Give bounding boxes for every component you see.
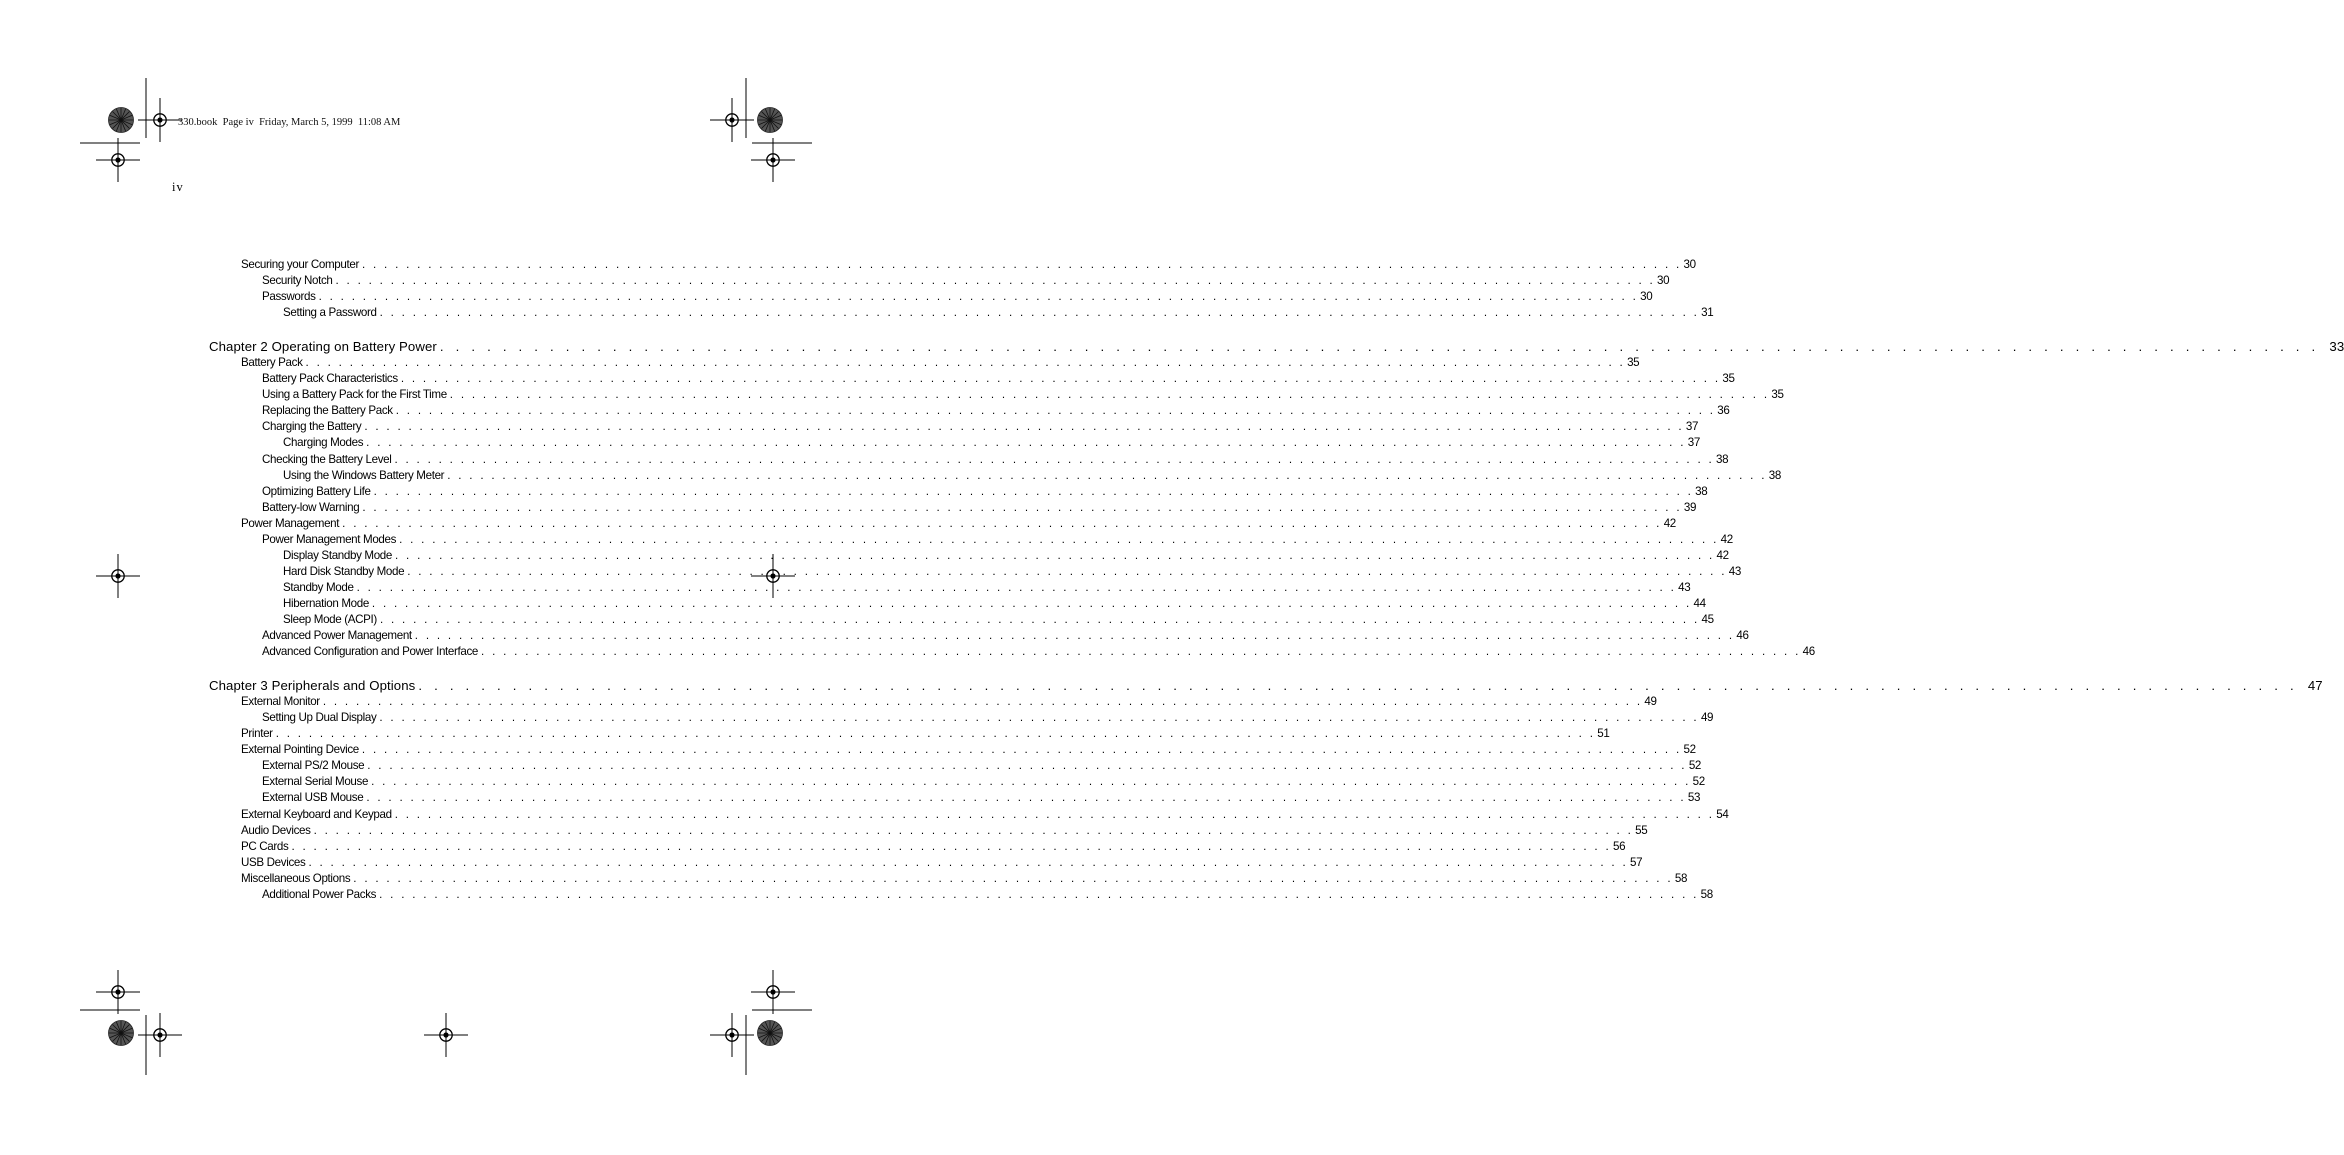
toc-entry-title: Hard Disk Standby Mode xyxy=(283,564,405,578)
page-number: iv xyxy=(172,180,184,194)
toc-entry[interactable] xyxy=(262,452,1729,466)
toc-entry-title: Battery Pack xyxy=(241,356,303,370)
toc-entry[interactable] xyxy=(262,791,1701,805)
toc-entry-page: 54 xyxy=(1716,807,1729,821)
toc-entry-page: 35 xyxy=(1627,356,1640,370)
toc-entry-page: 30 xyxy=(1657,274,1670,288)
toc-entry[interactable] xyxy=(283,548,1729,562)
toc-entry-title: External Serial Mouse xyxy=(262,775,369,789)
toc-entry[interactable] xyxy=(262,887,1713,901)
toc-entry[interactable] xyxy=(241,258,1696,271)
star-target-icon xyxy=(758,1021,783,1046)
toc-entry-title: Battery Pack Characteristics xyxy=(262,372,398,386)
registration-mark-icon xyxy=(96,138,140,182)
registration-mark-icon xyxy=(710,98,754,142)
toc-entry[interactable] xyxy=(262,484,1708,498)
toc-entry-page: 37 xyxy=(1685,420,1699,434)
dot-leader: . . . . . . . . . . . . . . . . . . . . . . . . . . . . . . . . . . . . . . . . . . . . . . . . . . . . . . . . . . . . . . . . . . . . . . . . . . . . . . . . . . . . . . . . . . . . . . . . . . . . . . . . . . . . . . . . . . . . . . . . xyxy=(366,436,1686,450)
toc-entry-title: External PS/2 Mouse xyxy=(262,759,365,773)
toc-entry-page: 42 xyxy=(1720,532,1733,546)
toc-entry-title: Advanced Configuration and Power Interface xyxy=(262,645,479,659)
toc-entry-page: 52 xyxy=(1692,775,1705,789)
dot-leader: . . . . . . . . . . . . . . . . . . . . . . . . . . . . . . . . . . . . . . . . . . . . . . . . . . . . . . . . . . . . . . . . . . . . . . . . . . . . . . . . . . . . . . . . . . . . . . . . . . . . . . . . . . . . . . . . . . . . . . . . xyxy=(322,695,1643,709)
toc-entry-page: 52 xyxy=(1688,759,1702,773)
toc-entry-page: 30 xyxy=(1640,290,1653,304)
toc-entry-page: 47 xyxy=(2307,678,2323,694)
star-target-icon xyxy=(758,108,783,133)
dot-leader: . . . . . . . . . . . . . . . . . . . . . . . . . . . . . . . . . . . . . . . . . . . . . . . . . . . . . . . . . . . . . . . . . . . . . . . . . . . . . . . . . . . . . . . . . . . . . . . . . . . . . . . . . . . . . . . . . . . . . . . . xyxy=(394,452,1715,466)
toc-entry[interactable] xyxy=(241,516,1676,530)
toc-entry-title: Setting a Password xyxy=(283,306,377,320)
dot-leader: . . . . . . . . . . . . . . . . . . . . . . . . . . . . . . . . . . . . . . . . . . . . . . . . . . . . . . . . . . . . . . . . . . . . . . . . . . . . . . . . . . . . . . . . . . . . . . . . . . . . . . . . . . . . . . . . . . . . . . . . xyxy=(356,580,1677,594)
toc-entry-page: 52 xyxy=(1683,743,1696,757)
toc-entry-title: Optimizing Battery Life xyxy=(262,484,371,498)
toc-entry-title: Power Management xyxy=(241,516,340,530)
toc-entry[interactable] xyxy=(262,775,1705,789)
toc-entry[interactable] xyxy=(262,404,1730,418)
toc-entry[interactable] xyxy=(283,306,1714,320)
toc-entry-title: External Keyboard and Keypad xyxy=(241,807,392,821)
slug-line: 330.book Page iv Friday, March 5, 1999 11:08 AM xyxy=(178,117,401,128)
toc-entry-title: Security Notch xyxy=(262,274,333,288)
toc-entry[interactable] xyxy=(262,420,1699,434)
toc-entry[interactable] xyxy=(283,613,1714,626)
dot-leader: . . . . . . . . . . . . . . . . . . . . . . . . . . . . . . . . . . . . . . . . . . . . . . . . . . . . . . . . . . . . . . . . . . . . . . . . . . . . . . . . . . . . . . . . . . . . . . . . . . . . . . . . . . . . . . . . . . . . . . . . xyxy=(318,290,1639,304)
toc-entry-title: Passwords xyxy=(262,290,316,304)
toc-entry-title: Miscellaneous Options xyxy=(241,871,351,885)
registration-mark-icon xyxy=(96,554,140,598)
toc-entry-page: 33 xyxy=(2329,339,2344,355)
toc-entry-page: 43 xyxy=(1678,580,1691,594)
dot-leader: . . . . . . . . . . . . . . . . . . . . . . . . . . . . . . . . . . . . . . . . . . . . . . . . . . . . . . . . . . . . . . . . . . . . . . . . . . . . . . . . . . . . . . . . . . . . . . . . . . . . . . . . . . . . . . . . . . . . . . . . xyxy=(366,791,1686,805)
toc-entry-title: Display Standby Mode xyxy=(283,548,392,562)
dot-leader: . . . . . . . . . . . . . . . . . . . . . . . . . . . . . . . . . . . . . . . . . . . . . . . . . . . . . . . . . . . . . . . . . . . . . . . . . . . . . . . . . . . . . . . . . . . . . . . . . . . . . . . . . . . . . . . . . . . . . . . . xyxy=(400,372,1721,386)
toc-entry-title: Chapter 3 Peripherals and Options xyxy=(209,678,416,694)
dot-leader: . . . . . . . . . . . . . . . . . . . . . . . . . . . . . . . . . . . . . . . . . . . . . . . . . . . . . . . . . . . . . . . . . . . . . . . . . . . . . . . . . . . . . . . . . . . . . . . . . . . . . . . . . . . . . . . . . . . . . . . . xyxy=(379,306,1700,320)
registration-mark-icon xyxy=(138,1013,182,1057)
toc-entry-page: 53 xyxy=(1687,791,1701,805)
toc-entry-title: Chapter 2 Operating on Battery Power xyxy=(209,339,437,355)
toc-chapter-entry[interactable] xyxy=(209,339,2344,355)
toc-entry-page: 35 xyxy=(1771,388,1784,402)
dot-leader: . . . . . . . . . . . . . . . . . . . . . . . . . . . . . . . . . . . . . . . . . . . . . . . . . . . . . . . . . . . . . . . . . . . . . . . . . . . . . . . . . . . . . . . . . . . . . . . . . . . . . . . . . . . . . . . . . . . . . . . . xyxy=(379,711,1699,725)
star-target-icon xyxy=(109,1021,134,1046)
dot-leader: . . . . . . . . . . . . . . . . . . . . . . . . . . . . . . . . . . . . . . . . . . . . . . . . . . . . . . . . . . . . . . . . . . . . . . . . . . . . . . . . . . . . . . . . . . . . . . . . . . . . . . . . . . . . . . . . . . . . . . . . xyxy=(379,613,1700,626)
dot-leader: . . . . . . . . . . . . . . . . . . . . . . . . . . . . . . . . . . . . . . . . . . . . . . . . . . . . . . . . . . . . . . . . . . . . . . . . . . . . . . . . . . . . . . . . . . . . . . . . . . . . . . . . . . . . . . . . . . . . . . . . xyxy=(399,532,1719,546)
dot-leader: . . . . . . . . . . . . . . . . . . . . . . . . . . . . . . . . . . . . . . . . . . . . . . . . . . . . . . . . . . . . . . . . . . . . . . . . . . . . . . . . . . . . . . . . . . . . . . . . . . . . . . . . . . . . . . . . . . . . . . . . xyxy=(414,629,1735,643)
dot-leader: . . . . . . . . . . . . . . . . . . . . . . . . . . . . . . . . . . . . . . . . . . . . . . . . . . . . . . . . . . . . . . . . . . . . . . . . . . . . . . . . . . . . . . . . . . . . . . . . . . . . . . . . . . . . . . . . . . . . . . . . xyxy=(379,887,1699,901)
toc-entry-page: 36 xyxy=(1717,404,1730,418)
toc-entry-page: 49 xyxy=(1644,695,1657,709)
dot-leader: . . . . . . . . . . . . . . . . . . . . . . . . . . . . . . . . . . . . . . . . . . . . . . . . . . . . . . . . . . . . . . . . . . . . . . . . . . . . . . . . . . . . . . . . . . . . . . . . . . . . . . . . . . . . . . . . . . . . . . . . xyxy=(439,339,2320,355)
toc-entry-page: 38 xyxy=(1695,484,1708,498)
toc-entry[interactable] xyxy=(241,823,1648,837)
toc-entry-page: 43 xyxy=(1728,564,1741,578)
toc-entry-page: 56 xyxy=(1613,839,1626,853)
dot-leader: . . . . . . . . . . . . . . . . . . . . . . . . . . . . . . . . . . . . . . . . . . . . . . . . . . . . . . . . . . . . . . . . . . . . . . . . . . . . . . . . . . . . . . . . . . . . . . . . . . . . . . . . . . . . . . . . . . . . . . . . xyxy=(305,356,1626,370)
dot-leader: . . . . . . . . . . . . . . . . . . . . . . . . . . . . . . . . . . . . . . . . . . . . . . . . . . . . . . . . . . . . . . . . . . . . . . . . . . . . . . . . . . . . . . . . . . . . . . . . . . . . . . . . . . . . . . . . . . . . . . . . xyxy=(371,775,1691,789)
toc-chapter-entry[interactable] xyxy=(209,678,2323,694)
toc-entry-title: Replacing the Battery Pack xyxy=(262,404,393,418)
registration-mark-icon xyxy=(424,1013,468,1057)
toc-entry-page: 39 xyxy=(1683,500,1697,514)
dot-leader: . . . . . . . . . . . . . . . . . . . . . . . . . . . . . . . . . . . . . . . . . . . . . . . . . . . . . . . . . . . . . . . . . . . . . . . . . . . . . . . . . . . . . . . . . . . . . . . . . . . . . . . . . . . . . . . . . . . . . . . . xyxy=(395,548,1715,562)
toc-entry-title: External Pointing Device xyxy=(241,743,359,757)
toc-entry-page: 35 xyxy=(1722,372,1735,386)
star-target-icon xyxy=(109,108,134,133)
toc-entry[interactable] xyxy=(262,500,1697,514)
toc-entry-title: Sleep Mode (ACPI) xyxy=(283,613,377,626)
toc-entry-title: Setting Up Dual Display xyxy=(262,711,377,725)
toc-entry-page: 37 xyxy=(1687,436,1700,450)
toc-entry-title: Standby Mode xyxy=(283,580,354,594)
registration-mark-icon xyxy=(710,1013,754,1057)
toc-entry[interactable] xyxy=(241,807,1729,821)
dot-leader: . . . . . . . . . . . . . . . . . . . . . . . . . . . . . . . . . . . . . . . . . . . . . . . . . . . . . . . . . . . . . . . . . . . . . . . . . . . . . . . . . . . . . . . . . . . . . . . . . . . . . . . . . . . . . . . . . . . . . . . . xyxy=(353,871,1673,885)
toc-entry-title: External Monitor xyxy=(241,695,320,709)
toc-entry-page: 46 xyxy=(1802,645,1815,659)
dot-leader: . . . . . . . . . . . . . . . . . . . . . . . . . . . . . . . . . . . . . . . . . . . . . . . . . . . . . . . . . . . . . . . . . . . . . . . . . . . . . . . . . . . . . . . . . . . . . . . . . . . . . . . . . . . . . . . . . . . . . . . . xyxy=(394,807,1715,821)
toc-entry-page: 51 xyxy=(1597,727,1610,741)
dot-leader: . . . . . . . . . . . . . . . . . . . . . . . . . . . . . . . . . . . . . . . . . . . . . . . . . . . . . . . . . . . . . . . . . . . . . . . . . . . . . . . . . . . . . . . . . . . . . . . . . . . . . . . . . . . . . . . . . . . . . . . . xyxy=(291,839,1611,853)
toc-entry-page: 31 xyxy=(1701,306,1714,320)
dot-leader: . . . . . . . . . . . . . . . . . . . . . . . . . . . . . . . . . . . . . . . . . . . . . . . . . . . . . . . . . . . . . . . . . . . . . . . . . . . . . . . . . . . . . . . . . . . . . . . . . . . . . . . . . . . . . . . . . . . . . . . . xyxy=(481,645,1801,659)
toc-entry-title: Battery-low Warning xyxy=(262,500,360,514)
toc-entry-title: Charging Modes xyxy=(283,436,364,450)
toc-entry[interactable] xyxy=(262,372,1735,386)
toc-entry-title: Using a Battery Pack for the First Time xyxy=(262,388,447,402)
toc-entry-title: Charging the Battery xyxy=(262,420,362,434)
dot-leader: . . . . . . . . . . . . . . . . . . . . . . . . . . . . . . . . . . . . . . . . . . . . . . . . . . . . . . . . . . . . . . . . . . . . . . . . . . . . . . . . . . . . . . . . . . . . . . . . . . . . . . . . . . . . . . . . . . . . . . . . xyxy=(373,484,1694,498)
toc-entry-page: 38 xyxy=(1716,452,1729,466)
toc-entry-title: PC Cards xyxy=(241,839,289,853)
toc-entry[interactable] xyxy=(283,596,1706,610)
toc-entry-title: Checking the Battery Level xyxy=(262,452,392,466)
toc-entry-title: Additional Power Packs xyxy=(262,887,377,901)
toc-entry[interactable] xyxy=(241,839,1626,853)
toc-entry[interactable] xyxy=(241,695,1657,709)
toc-entry-title: Hibernation Mode xyxy=(283,596,369,610)
toc-entry[interactable] xyxy=(241,727,1610,741)
registration-mark-icon xyxy=(96,970,140,1014)
toc-entry[interactable] xyxy=(262,711,1714,725)
toc-entry-page: 57 xyxy=(1630,855,1643,869)
toc-entry[interactable] xyxy=(262,274,1670,288)
toc-entry[interactable] xyxy=(262,629,1749,643)
dot-leader: . . . . . . . . . . . . . . . . . . . . . . . . . . . . . . . . . . . . . . . . . . . . . . . . . . . . . . . . . . . . . . . . . . . . . . . . . . . . . . . . . . . . . . . . . . . . . . . . . . . . . . . . . . . . . . . . . . . . . . . . xyxy=(362,500,1682,514)
toc-entry-title: Advanced Power Management xyxy=(262,629,412,643)
toc-entry[interactable] xyxy=(262,645,1815,659)
toc-entry[interactable] xyxy=(241,871,1688,885)
dot-leader: . . . . . . . . . . . . . . . . . . . . . . . . . . . . . . . . . . . . . . . . . . . . . . . . . . . . . . . . . . . . . . . . . . . . . . . . . . . . . . . . . . . . . . . . . . . . . . . . . . . . . . . . . . . . . . . . . . . . . . . . xyxy=(418,678,2298,694)
toc-entry[interactable] xyxy=(262,759,1702,773)
toc-entry-page: 58 xyxy=(1674,871,1688,885)
toc-entry-title: Audio Devices xyxy=(241,823,311,837)
toc-entry[interactable] xyxy=(241,356,1640,370)
dot-leader: . . . . . . . . . . . . . . . . . . . . . . . . . . . . . . . . . . . . . . . . . . . . . . . . . . . . . . . . . . . . . . . . . . . . . . . . . . . . . . . . . . . . . . . . . . . . . . . . . . . . . . . . . . . . . . . . . . . . . . . . xyxy=(335,274,1656,288)
toc-entry[interactable] xyxy=(283,468,1781,482)
toc-entry-title: External USB Mouse xyxy=(262,791,364,805)
toc-entry[interactable] xyxy=(241,855,1643,869)
toc-entry-title: Power Management Modes xyxy=(262,532,397,546)
toc-entry-title: USB Devices xyxy=(241,855,306,869)
toc-entry[interactable] xyxy=(262,532,1733,546)
registration-mark-icon xyxy=(751,138,795,182)
dot-leader: . . . . . . . . . . . . . . . . . . . . . . . . . . . . . . . . . . . . . . . . . . . . . . . . . . . . . . . . . . . . . . . . . . . . . . . . . . . . . . . . . . . . . . . . . . . . . . . . . . . . . . . . . . . . . . . . . . . . . . . . xyxy=(342,516,1662,530)
toc-entry-page: 42 xyxy=(1663,516,1676,530)
dot-leader: . . . . . . . . . . . . . . . . . . . . . . . . . . . . . . . . . . . . . . . . . . . . . . . . . . . . . . . . . . . . . . . . . . . . . . . . . . . . . . . . . . . . . . . . . . . . . . . . . . . . . . . . . . . . . . . . . . . . . . . . xyxy=(308,855,1628,869)
toc-entry[interactable] xyxy=(283,436,1700,450)
dot-leader: . . . . . . . . . . . . . . . . . . . . . . . . . . . . . . . . . . . . . . . . . . . . . . . . . . . . . . . . . . . . . . . . . . . . . . . . . . . . . . . . . . . . . . . . . . . . . . . . . . . . . . . . . . . . . . . . . . . . . . . . xyxy=(407,564,1727,578)
toc-entry-title: Printer xyxy=(241,727,273,741)
toc-entry-page: 58 xyxy=(1700,887,1713,901)
toc-entry-title: Securing your Computer xyxy=(241,258,359,271)
dot-leader: . . . . . . . . . . . . . . . . . . . . . . . . . . . . . . . . . . . . . . . . . . . . . . . . . . . . . . . . . . . . . . . . . . . . . . . . . . . . . . . . . . . . . . . . . . . . . . . . . . . . . . . . . . . . . . . . . . . . . . . . xyxy=(361,258,1682,271)
dot-leader: . . . . . . . . . . . . . . . . . . . . . . . . . . . . . . . . . . . . . . . . . . . . . . . . . . . . . . . . . . . . . . . . . . . . . . . . . . . . . . . . . . . . . . . . . . . . . . . . . . . . . . . . . . . . . . . . . . . . . . . . xyxy=(447,468,1767,482)
dot-leader: . . . . . . . . . . . . . . . . . . . . . . . . . . . . . . . . . . . . . . . . . . . . . . . . . . . . . . . . . . . . . . . . . . . . . . . . . . . . . . . . . . . . . . . . . . . . . . . . . . . . . . . . . . . . . . . . . . . . . . . . xyxy=(371,596,1692,610)
dot-leader: . . . . . . . . . . . . . . . . . . . . . . . . . . . . . . . . . . . . . . . . . . . . . . . . . . . . . . . . . . . . . . . . . . . . . . . . . . . . . . . . . . . . . . . . . . . . . . . . . . . . . . . . . . . . . . . . . . . . . . . . xyxy=(313,823,1634,837)
toc-entry[interactable] xyxy=(262,290,1653,304)
toc-entry-page: 49 xyxy=(1700,711,1714,725)
toc-entry-page: 45 xyxy=(1701,613,1714,626)
toc-entry-title: Using the Windows Battery Meter xyxy=(283,468,445,482)
dot-leader: . . . . . . . . . . . . . . . . . . . . . . . . . . . . . . . . . . . . . . . . . . . . . . . . . . . . . . . . . . . . . . . . . . . . . . . . . . . . . . . . . . . . . . . . . . . . . . . . . . . . . . . . . . . . . . . . . . . . . . . . xyxy=(364,420,1684,434)
toc-entry[interactable] xyxy=(283,564,1741,578)
dot-leader: . . . . . . . . . . . . . . . . . . . . . . . . . . . . . . . . . . . . . . . . . . . . . . . . . . . . . . . . . . . . . . . . . . . . . . . . . . . . . . . . . . . . . . . . . . . . . . . . . . . . . . . . . . . . . . . . . . . . . . . . xyxy=(449,388,1770,402)
dot-leader: . . . . . . . . . . . . . . . . . . . . . . . . . . . . . . . . . . . . . . . . . . . . . . . . . . . . . . . . . . . . . . . . . . . . . . . . . . . . . . . . . . . . . . . . . . . . . . . . . . . . . . . . . . . . . . . . . . . . . . . . xyxy=(275,727,1596,741)
toc-entry-page: 38 xyxy=(1768,468,1781,482)
toc-entry[interactable] xyxy=(241,743,1696,757)
dot-leader: . . . . . . . . . . . . . . . . . . . . . . . . . . . . . . . . . . . . . . . . . . . . . . . . . . . . . . . . . . . . . . . . . . . . . . . . . . . . . . . . . . . . . . . . . . . . . . . . . . . . . . . . . . . . . . . . . . . . . . . . xyxy=(395,404,1716,418)
dot-leader: . . . . . . . . . . . . . . . . . . . . . . . . . . . . . . . . . . . . . . . . . . . . . . . . . . . . . . . . . . . . . . . . . . . . . . . . . . . . . . . . . . . . . . . . . . . . . . . . . . . . . . . . . . . . . . . . . . . . . . . . xyxy=(361,743,1682,757)
dot-leader: . . . . . . . . . . . . . . . . . . . . . . . . . . . . . . . . . . . . . . . . . . . . . . . . . . . . . . . . . . . . . . . . . . . . . . . . . . . . . . . . . . . . . . . . . . . . . . . . . . . . . . . . . . . . . . . . . . . . . . . . xyxy=(367,759,1687,773)
toc-entry-page: 30 xyxy=(1683,258,1696,271)
toc-entry[interactable] xyxy=(283,580,1691,594)
registration-mark-icon xyxy=(751,970,795,1014)
toc-entry-page: 55 xyxy=(1635,823,1648,837)
toc-entry-page: 42 xyxy=(1716,548,1729,562)
toc-entry-page: 46 xyxy=(1736,629,1749,643)
registration-mark-icon xyxy=(138,98,182,142)
toc-entry-page: 44 xyxy=(1693,596,1706,610)
toc-entry[interactable] xyxy=(262,388,1784,402)
